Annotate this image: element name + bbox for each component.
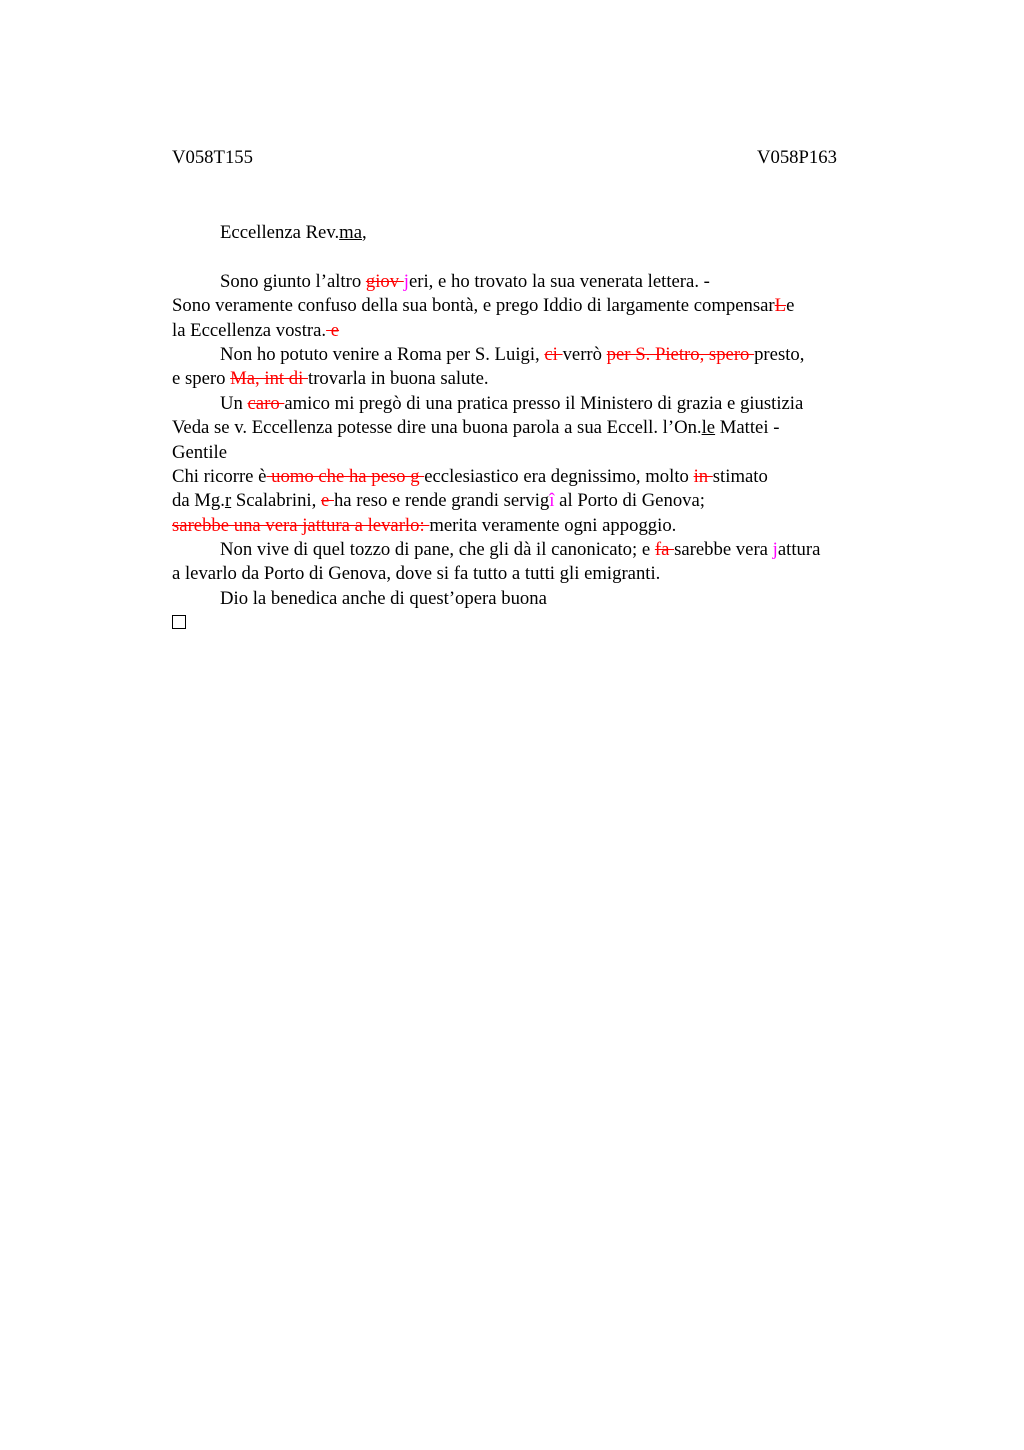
text-line: Sono veramente confuso della sua bontà, e prego Iddio di largamente compensarLe bbox=[172, 295, 795, 317]
deletion: uomo che ha peso g bbox=[266, 465, 425, 487]
checkbox-square-icon bbox=[172, 615, 186, 629]
superscript-abbrev: ma bbox=[339, 222, 362, 243]
text-line: a levarlo da Porto di Genova, dove si fa tutto a tutti gli emigranti. bbox=[172, 563, 661, 585]
text-line: e spero Ma, int di trovarla in buona salute. bbox=[172, 368, 489, 390]
text-line: Gentile bbox=[172, 441, 228, 463]
deletion: ci bbox=[544, 343, 563, 365]
blank-line bbox=[172, 245, 892, 269]
superscript-abbrev: r bbox=[224, 490, 232, 512]
document-id-right: V058P163 bbox=[757, 147, 837, 168]
deletion: e bbox=[326, 319, 340, 341]
insertion: j bbox=[403, 270, 409, 292]
superscript-abbrev: le bbox=[701, 417, 716, 439]
text-line: Dio la benedica anche di quest’opera buona bbox=[220, 587, 547, 609]
letter-body bbox=[172, 221, 892, 636]
deletion: Ma, int di bbox=[230, 368, 308, 390]
deletion: caro bbox=[247, 392, 285, 414]
deletion: fa bbox=[654, 539, 675, 561]
deletion: giov bbox=[365, 270, 404, 292]
text-line: Chi ricorre è uomo che ha peso g ecclesiastico era degnissimo, molto in stimato bbox=[172, 465, 768, 487]
deletion: sarebbe una vera jattura a levarlo: bbox=[172, 514, 430, 536]
insertion: j bbox=[772, 539, 778, 561]
deletion: in bbox=[693, 465, 713, 487]
deletion: per S. Pietro, spero bbox=[606, 343, 755, 365]
text-line: Non vive di quel tozzo di pane, che gli dà il canonicato; e fa sarebbe vera jattura bbox=[220, 539, 821, 561]
text-line: sarebbe una vera jattura a levarlo: merita veramente ogni appoggio. bbox=[172, 514, 677, 536]
deletion: L bbox=[774, 295, 787, 317]
end-marker bbox=[172, 611, 892, 635]
text-line: Veda se v. Eccellenza potesse dire una buona parola a sua Eccell. l’On.le Mattei - bbox=[172, 417, 780, 439]
document-id-left: V058T155 bbox=[172, 147, 253, 168]
text-line: Non ho potuto venire a Roma per S. Luigi, ci verrò per S. Pietro, spero presto, bbox=[220, 343, 805, 365]
text-line: Sono giunto l’altro giov jeri, e ho trovato la sua venerata lettera. - bbox=[220, 270, 710, 292]
insertion: î bbox=[549, 490, 555, 512]
salutation: Eccellenza Rev.ma, bbox=[220, 222, 367, 243]
text-line: la Eccellenza vostra. e bbox=[172, 319, 340, 341]
text-line: Un caro amico mi pregò di una pratica presso il Ministero di grazia e giustizia bbox=[220, 392, 804, 414]
deletion: e bbox=[320, 490, 334, 512]
text-line: da Mg.r Scalabrini, e ha reso e rende grandi servigî al Porto di Genova; bbox=[172, 490, 705, 512]
